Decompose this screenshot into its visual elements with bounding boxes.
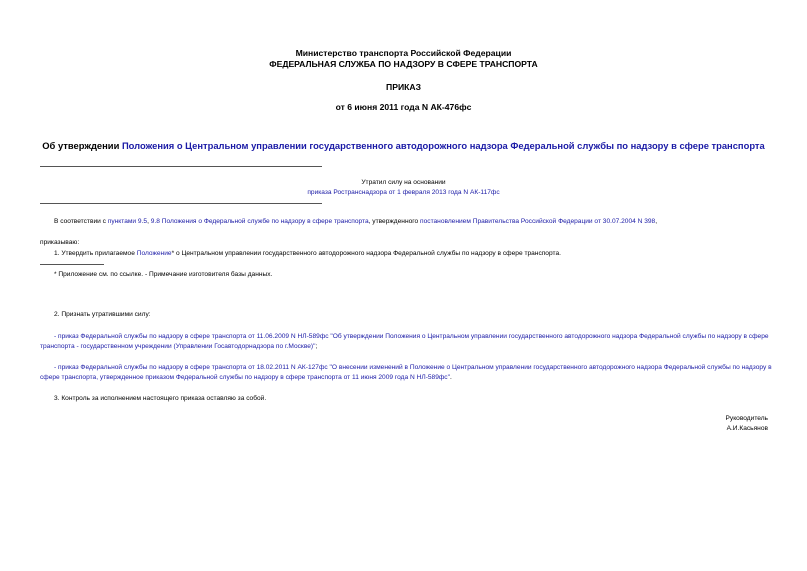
date-number-heading: от 6 июня 2011 года N АК-476фс [335,102,472,112]
item-1-link[interactable]: Положение [136,250,172,257]
signature-position: Руководитель [725,415,768,422]
preamble-paragraph: В соответствии с пунктами 9.5, 9.8 Положения о Федеральной службе по надзору в сфере транспорта, утвержденного постановлением Правительства Российской Федерации от 30.07.2004 N 398, [54,218,658,225]
status-text: Утратил силу на основании [361,179,446,186]
order-word: приказываю: [40,239,80,246]
preamble-link-decree[interactable]: постановлением Правительства Российской Федерации от 30.07.2004 N 398 [420,218,656,225]
ministry-heading: Министерство транспорта Российской Федерации [295,48,512,58]
item-2-sub-2-link[interactable]: - приказ Федеральной службы по надзору в сфере транспорта от 18.02.2011 N АК-127фс "О внесении изменений в Положение о Центральном управлении государственного автодорожного надзора Федеральной службы по надзору в сфере транспорта, утвержденное приказом Федеральной службы по надзору в сфере транспорта от 11 июня 2009 года N НЛ-589фс" [40,364,772,381]
item-2-sub-1: - приказ Федеральной службы по надзору в сфере транспорта от 11.06.2009 N НЛ-589фс "Об утверждении Положения о Центральном управлении государственного автодорожного надзора Федеральной службы по надзору в сфере транспорта - государственном учреждении (Управлении Госавтодорнадзора по г.Москве)"; [40,333,769,350]
footnote-text: * Приложение см. по ссылке. - Примечание изготовителя базы данных. [54,271,273,278]
item-3-paragraph: 3. Контроль за исполнением настоящего приказа оставляю за собой. [54,395,267,402]
preamble-link-regulation[interactable]: 9.8 Положения о Федеральной службе по надзору в сфере транспорта [150,218,369,225]
item-2-sub-2: - приказ Федеральной службы по надзору в сфере транспорта от 18.02.2011 N АК-127фс "О внесении изменений в Положение о Центральном управлении государственного автодорожного надзора Федеральной службы по надзору в сфере транспорта, утвержденное приказом Федеральной службы по надзору в сфере транспорта от 11 июня 2009 года N НЛ-589фс". [40,364,772,381]
status-rule [40,203,322,204]
item-2-title: 2. Признать утратившими силу: [54,311,151,318]
doc-type-heading: ПРИКАЗ [386,82,421,92]
title-link[interactable]: Положения о Центральном управлении государственного автодорожного надзора Федеральной службы по надзору в сфере транспорта [121,140,765,151]
title-prefix: Об утверждении [42,140,122,151]
preamble-link-points[interactable]: пунктами 9.5 [107,218,148,225]
item-2-sub-1-link[interactable]: - приказ Федеральной службы по надзору в сфере транспорта от 11.06.2009 N НЛ-589фс "Об утверждении Положения о Центральном управлении государственного автодорожного надзора Федеральной службы по надзору в сфере транспорта - государственном учреждении (Управлении Госавтодорнадзора по г.Москве)" [40,333,769,350]
footnote-rule [40,264,104,265]
service-heading: ФЕДЕРАЛЬНАЯ СЛУЖБА ПО НАДЗОРУ В СФЕРЕ ТРАНСПОРТА [269,59,538,69]
status-link[interactable]: приказа Ространснадзора от 1 февраля 2013 года N АК-117фс [307,189,500,196]
signature-name: А.И.Касьянов [726,425,768,432]
document-title [0,140,807,151]
title-rule [40,166,322,167]
item-1-paragraph: 1. Утвердить прилагаемое Положение* о Центральном управлении государственного автодорожного надзора Федеральной службы по надзору в сфере транспорта. [54,250,561,257]
